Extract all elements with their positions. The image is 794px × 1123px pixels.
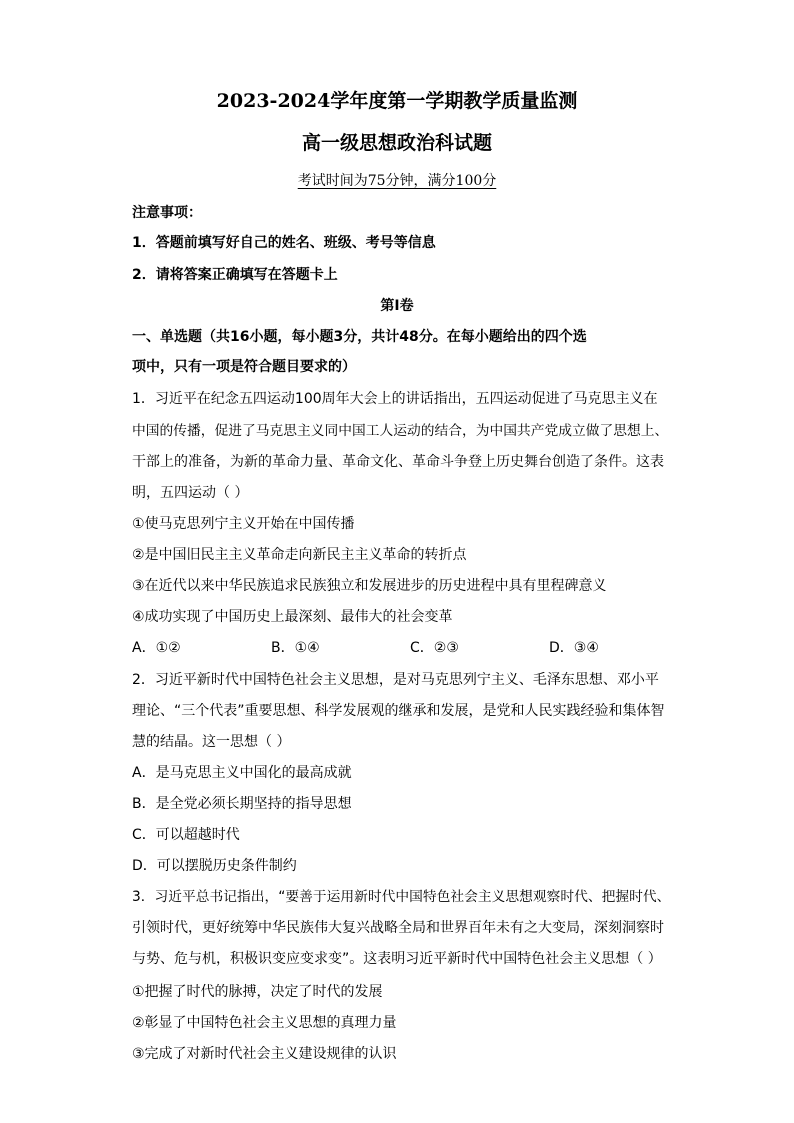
volume-heading: 第I卷 [380, 298, 414, 314]
question-1-option-a: A．①② [132, 640, 181, 656]
question-2-text: 2．习近平新时代中国特色社会主义思想，是对马克思列宁主义、毛泽东思想、邓小平 [132, 672, 659, 688]
question-2-option-a: A．是马克思主义中国化的最高成就 [132, 765, 352, 781]
question-1-statement: ②是中国旧民主主义革命走向新民主主义革命的转折点 [132, 547, 467, 563]
question-1-statement: ①使马克思列宁主义开始在中国传播 [132, 516, 355, 532]
question-1-option-b: B．①④ [271, 640, 320, 656]
question-3-statement: ②彰显了中国特色社会主义思想的真理力量 [132, 1015, 397, 1031]
question-3-text: 与势、危与机，积极识变应变求变”。这表明习近平新时代中国特色社会主义思想（ ） [132, 951, 662, 967]
question-3-text: 3．习近平总书记指出，“要善于运用新时代中国特色社会主义思想观察时代、把握时代、 [132, 889, 671, 905]
question-1-text: 中国的传播，促进了马克思主义同中国工人运动的结合，为中国共产党成立做了思想上、 [132, 423, 669, 439]
question-1-statement: ③在近代以来中华民族追求民族独立和发展进步的历史进程中具有里程碑意义 [132, 578, 607, 594]
question-2-option-b: B．是全党必须长期坚持的指导思想 [132, 796, 352, 812]
question-2-text: 理论、“三个代表”重要思想、科学发展观的继承和发展，是党和人民实践经验和集体智 [132, 703, 665, 719]
question-3-statement: ①把握了时代的脉搏，决定了时代的发展 [132, 984, 383, 1000]
section-instruction: 项中，只有一项是符合题目要求的） [132, 359, 356, 375]
question-1-option-d: D．③④ [549, 640, 599, 656]
question-1-text: 干部上的准备，为新的革命力量、革命文化、革命斗争登上历史舞台创造了条件。这表 [132, 454, 664, 470]
exam-title: 2023-2024学年度第一学期教学质量监测 [216, 90, 578, 112]
question-1-text: 明，五四运动（ ） [132, 485, 249, 501]
question-1-statement: ④成功实现了中国历史上最深刻、最伟大的社会变革 [132, 609, 453, 625]
question-2-option-d: D．可以摆脱历史条件制约 [132, 858, 297, 874]
question-2-option-c: C．可以超越时代 [132, 827, 240, 843]
question-3-text: 引领时代，更好统筹中华民族伟大复兴战略全局和世界百年未有之大变局，深刻洞察时 [132, 920, 664, 936]
section-instruction: 一、单选题（共16小题，每小题3分，共计48分。在每小题给出的四个选 [132, 329, 587, 345]
note-item: 1．答题前填写好自己的姓名、班级、考号等信息 [132, 235, 436, 251]
question-3-statement: ③完成了对新时代社会主义建设规律的认识 [132, 1046, 397, 1062]
note-item: 2．请将答案正确填写在答题卡上 [132, 267, 338, 283]
exam-info: 考试时间为75分钟，满分100分 [297, 173, 497, 189]
question-1-text: 1．习近平在纪念五四运动100周年大会上的讲话指出，五四运动促进了马克思主义在 [132, 391, 658, 407]
notes-heading: 注意事项： [132, 205, 202, 221]
question-2-text: 慧的结晶。这一思想（ ） [132, 734, 291, 750]
exam-subtitle: 高一级思想政治科试题 [301, 132, 492, 154]
question-1-option-c: C．②③ [410, 640, 459, 656]
